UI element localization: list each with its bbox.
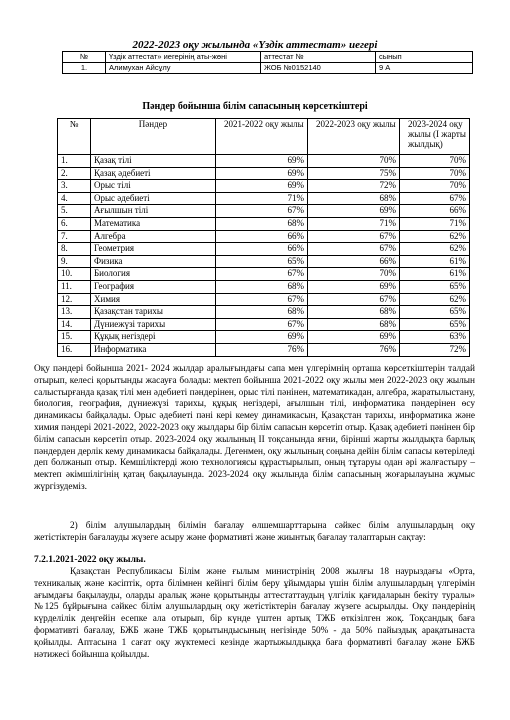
grades-row bbox=[58, 331, 470, 344]
grades-cell-subject: Орыс әдебиеті bbox=[91, 192, 216, 205]
grades-cell-subject: Қазақстан тарихы bbox=[91, 306, 216, 319]
grades-cell-number: 9. bbox=[58, 255, 91, 268]
award-row bbox=[63, 63, 473, 74]
grades-cell-year2: 71% bbox=[308, 217, 400, 230]
grades-cell-year3: 62% bbox=[400, 293, 470, 306]
grades-title: Пәндер бойынша білім сапасының көрсеткіштері bbox=[142, 101, 368, 112]
grades-cell-year1: 68% bbox=[216, 280, 308, 293]
grades-row bbox=[58, 318, 470, 331]
grades-row bbox=[58, 180, 470, 193]
assessment-paragraph: 2) білім алушылардың білімін бағалау өлшемшарттарына сәйкес білім алушылардың оқу жетістіктерін бағалауды жүзеге асыру және формативті және жиынтық бағалау талаптарын сақтау: bbox=[34, 521, 475, 543]
award-cell-name: Алимухан Айсұлу bbox=[106, 63, 261, 74]
grades-cell-year2: 69% bbox=[308, 280, 400, 293]
grades-cell-number: 12. bbox=[58, 293, 91, 306]
grades-cell-year2: 67% bbox=[308, 293, 400, 306]
grades-cell-year1: 71% bbox=[216, 192, 308, 205]
grades-cell-year1: 68% bbox=[216, 217, 308, 230]
award-header-certificate: аттестат № bbox=[261, 52, 376, 63]
grades-cell-number: 16. bbox=[58, 343, 91, 356]
grades-cell-subject: Алгебра bbox=[91, 230, 216, 243]
grades-row bbox=[58, 268, 470, 281]
grades-cell-year2: 69% bbox=[308, 205, 400, 218]
grades-cell-number: 13. bbox=[58, 306, 91, 319]
grades-cell-number: 7. bbox=[58, 230, 91, 243]
grades-cell-year3: 65% bbox=[400, 318, 470, 331]
grades-cell-year3: 62% bbox=[400, 230, 470, 243]
grades-cell-year2: 66% bbox=[308, 255, 400, 268]
grades-cell-number: 5. bbox=[58, 205, 91, 218]
grades-row bbox=[58, 243, 470, 256]
grades-cell-year1: 69% bbox=[216, 155, 308, 168]
award-cell-certificate: ЖОБ №0152140 bbox=[261, 63, 376, 74]
grades-row bbox=[58, 192, 470, 205]
award-header-class: сынып bbox=[376, 52, 473, 63]
grades-header-year3: 2023-2024 оқу жылы (I жарты жылдық) bbox=[400, 119, 470, 155]
grades-cell-year2: 72% bbox=[308, 180, 400, 193]
grades-cell-year3: 66% bbox=[400, 205, 470, 218]
award-header-row bbox=[63, 52, 473, 63]
grades-row bbox=[58, 255, 470, 268]
grades-cell-year3: 70% bbox=[400, 155, 470, 168]
grades-row bbox=[58, 217, 470, 230]
grades-cell-year1: 66% bbox=[216, 243, 308, 256]
grades-cell-year2: 70% bbox=[308, 155, 400, 168]
grades-cell-subject: Қазақ тілі bbox=[91, 155, 216, 168]
grades-cell-year2: 68% bbox=[308, 318, 400, 331]
grades-cell-year3: 70% bbox=[400, 167, 470, 180]
section-heading: 7.2.1.2021-2022 оқу жылы. bbox=[34, 555, 146, 565]
grades-cell-subject: География bbox=[91, 280, 216, 293]
grades-cell-year2: 75% bbox=[308, 167, 400, 180]
grades-cell-year1: 67% bbox=[216, 293, 308, 306]
grades-cell-number: 8. bbox=[58, 243, 91, 256]
grades-cell-subject: Орыс тілі bbox=[91, 180, 216, 193]
grades-cell-number: 3. bbox=[58, 180, 91, 193]
grades-cell-year1: 65% bbox=[216, 255, 308, 268]
grades-cell-year2: 67% bbox=[308, 243, 400, 256]
grades-cell-subject: Геометрия bbox=[91, 243, 216, 256]
grades-cell-subject: Қазақ әдебиеті bbox=[91, 167, 216, 180]
grades-cell-year2: 68% bbox=[308, 306, 400, 319]
grades-cell-subject: Информатика bbox=[91, 343, 216, 356]
grades-header-year1: 2021-2022 оқу жылы bbox=[216, 119, 308, 155]
grades-cell-year1: 68% bbox=[216, 306, 308, 319]
grades-cell-year2: 70% bbox=[308, 268, 400, 281]
grades-header-year2: 2022-2023 оқу жылы bbox=[308, 119, 400, 155]
grades-cell-number: 10. bbox=[58, 268, 91, 281]
grades-cell-year3: 70% bbox=[400, 180, 470, 193]
grades-cell-year1: 67% bbox=[216, 268, 308, 281]
grades-row bbox=[58, 230, 470, 243]
grades-cell-number: 11. bbox=[58, 280, 91, 293]
award-table bbox=[62, 51, 473, 74]
grades-cell-year3: 65% bbox=[400, 306, 470, 319]
grades-cell-subject: Биология bbox=[91, 268, 216, 281]
grades-cell-year3: 65% bbox=[400, 280, 470, 293]
grades-row bbox=[58, 155, 470, 168]
grades-cell-year1: 67% bbox=[216, 205, 308, 218]
grades-cell-year3: 71% bbox=[400, 217, 470, 230]
grades-row bbox=[58, 306, 470, 319]
grades-row bbox=[58, 280, 470, 293]
grades-body bbox=[58, 155, 470, 357]
grades-header-subject: Пәндер bbox=[91, 119, 216, 155]
grades-row bbox=[58, 293, 470, 306]
grades-cell-year3: 62% bbox=[400, 243, 470, 256]
grades-table bbox=[57, 118, 470, 357]
grades-cell-year3: 61% bbox=[400, 255, 470, 268]
grades-cell-number: 2. bbox=[58, 167, 91, 180]
grades-row bbox=[58, 343, 470, 356]
grades-cell-subject: Дүниежүзі тарихы bbox=[91, 318, 216, 331]
grades-cell-subject: Физика bbox=[91, 255, 216, 268]
grades-cell-subject: Математика bbox=[91, 217, 216, 230]
grades-row bbox=[58, 205, 470, 218]
grades-cell-year3: 61% bbox=[400, 268, 470, 281]
grades-header-number: № bbox=[58, 119, 91, 155]
grades-cell-year2: 69% bbox=[308, 331, 400, 344]
grades-row bbox=[58, 167, 470, 180]
grades-cell-number: 6. bbox=[58, 217, 91, 230]
grades-cell-number: 1. bbox=[58, 155, 91, 168]
award-cell-number: 1. bbox=[63, 63, 106, 74]
award-cell-class: 9 А bbox=[376, 63, 473, 74]
grades-cell-year3: 63% bbox=[400, 331, 470, 344]
award-header-name: Үздік аттестат» иегерінің аты-жөні bbox=[106, 52, 261, 63]
award-title: 2022-2023 оқу жылында «Үздік аттестат» иегері bbox=[132, 39, 378, 51]
grades-cell-year1: 66% bbox=[216, 230, 308, 243]
analysis-paragraph: Оқу пәндері бойынша 2021- 2024 жылдар аралығындағы сапа мен үлгерімнің орташа көрсеткіштерін талдай отырып, келесі қорытынды жасауға болады: мектеп бойынша 2021-2022 оқу жылы мен 2022-2023 оқу жылын салыстырғанда қазақ тілі мен әдебиеті пәндерінен, орыс тілі пәнінен, математикадан, алгебра, жаратылыстану, биология, география, дүниежүзі тарихы, құқық негіздері, ағылшын тілі, информатика пәндерінен өсу динамикасы байқалады. Орыс әдебиеті пәні кері кемеу динамикасын, Қазақстан тарихы, информатика және химия пәндері 2021-2022, 2022-2023 оқу жылдары бір білім сапасын көрсетіп отыр. Қазақ әдебиеті пәнінен бір білім сапасын көрсетіп отыр. 2023-2024 оқу жылының II тоқсанында яғни, бірінші жарты жылдықта барлық пәндерден дерлік кему динамикасы байқалады. Дегенмен, оқу жылының соңына дейін білім сапасы көтеріледі деп болжанып отыр. Кемшіліктерді жою технологиясы құрастырылып, оның тұтаруы одан әрі жалғастыру – мектеп әкімшілігінің қатаң бақылауында. 2023-2024 оқу жылында білім сапасының жоғарылауына жұмыс жүргізудеміз. bbox=[34, 364, 475, 492]
grades-cell-year3: 67% bbox=[400, 192, 470, 205]
grades-cell-year1: 67% bbox=[216, 318, 308, 331]
grades-cell-year2: 76% bbox=[308, 343, 400, 356]
grades-cell-year1: 76% bbox=[216, 343, 308, 356]
grades-cell-year3: 72% bbox=[400, 343, 470, 356]
grades-cell-year1: 69% bbox=[216, 167, 308, 180]
grades-cell-number: 14. bbox=[58, 318, 91, 331]
grades-cell-subject: Құқық негіздері bbox=[91, 331, 216, 344]
award-header-number: № bbox=[63, 52, 106, 63]
grades-cell-number: 15. bbox=[58, 331, 91, 344]
grades-cell-year1: 69% bbox=[216, 331, 308, 344]
grades-cell-subject: Химия bbox=[91, 293, 216, 306]
grades-cell-year2: 67% bbox=[308, 230, 400, 243]
grades-cell-number: 4. bbox=[58, 192, 91, 205]
grades-header-row bbox=[58, 119, 470, 155]
regulation-paragraph: Қазақстан Республикасы Білім және ғылым министрінің 2008 жылғы 18 наурыздағы «Орта, техникалық және кәсіптік, орта білімнен кейінгі білім беру ұйымдары үшін білім алушылардың үлгерімін ағымдағы бақылауды, оларды аралық және қорытынды аттестаттаудың үлгілік қағидаларын бекіту туралы» №125 бұйрығына сәйкес білім алушылардың оқу жетістіктерін бағалау жүзеге асырылды. Оқу пәндерінің күрделілік деңгейін есепке ала отырып, бір күнде үштен артық ТЖБ өткізілген жоқ. Тоқсандық баға формативті бағалау, БЖБ және ТЖБ қорытындысының негізінде 50% - да 50% пайыздық арақатынаста қойылды. Аптасына 1 сағат оқу жүктемесі кезінде жартыжылдыққа баға формативті бағалау және БЖБ нәтижесі бойынша қойылды. bbox=[34, 567, 475, 660]
grades-cell-year2: 68% bbox=[308, 192, 400, 205]
grades-cell-subject: Ағылшын тілі bbox=[91, 205, 216, 218]
grades-cell-year1: 69% bbox=[216, 180, 308, 193]
